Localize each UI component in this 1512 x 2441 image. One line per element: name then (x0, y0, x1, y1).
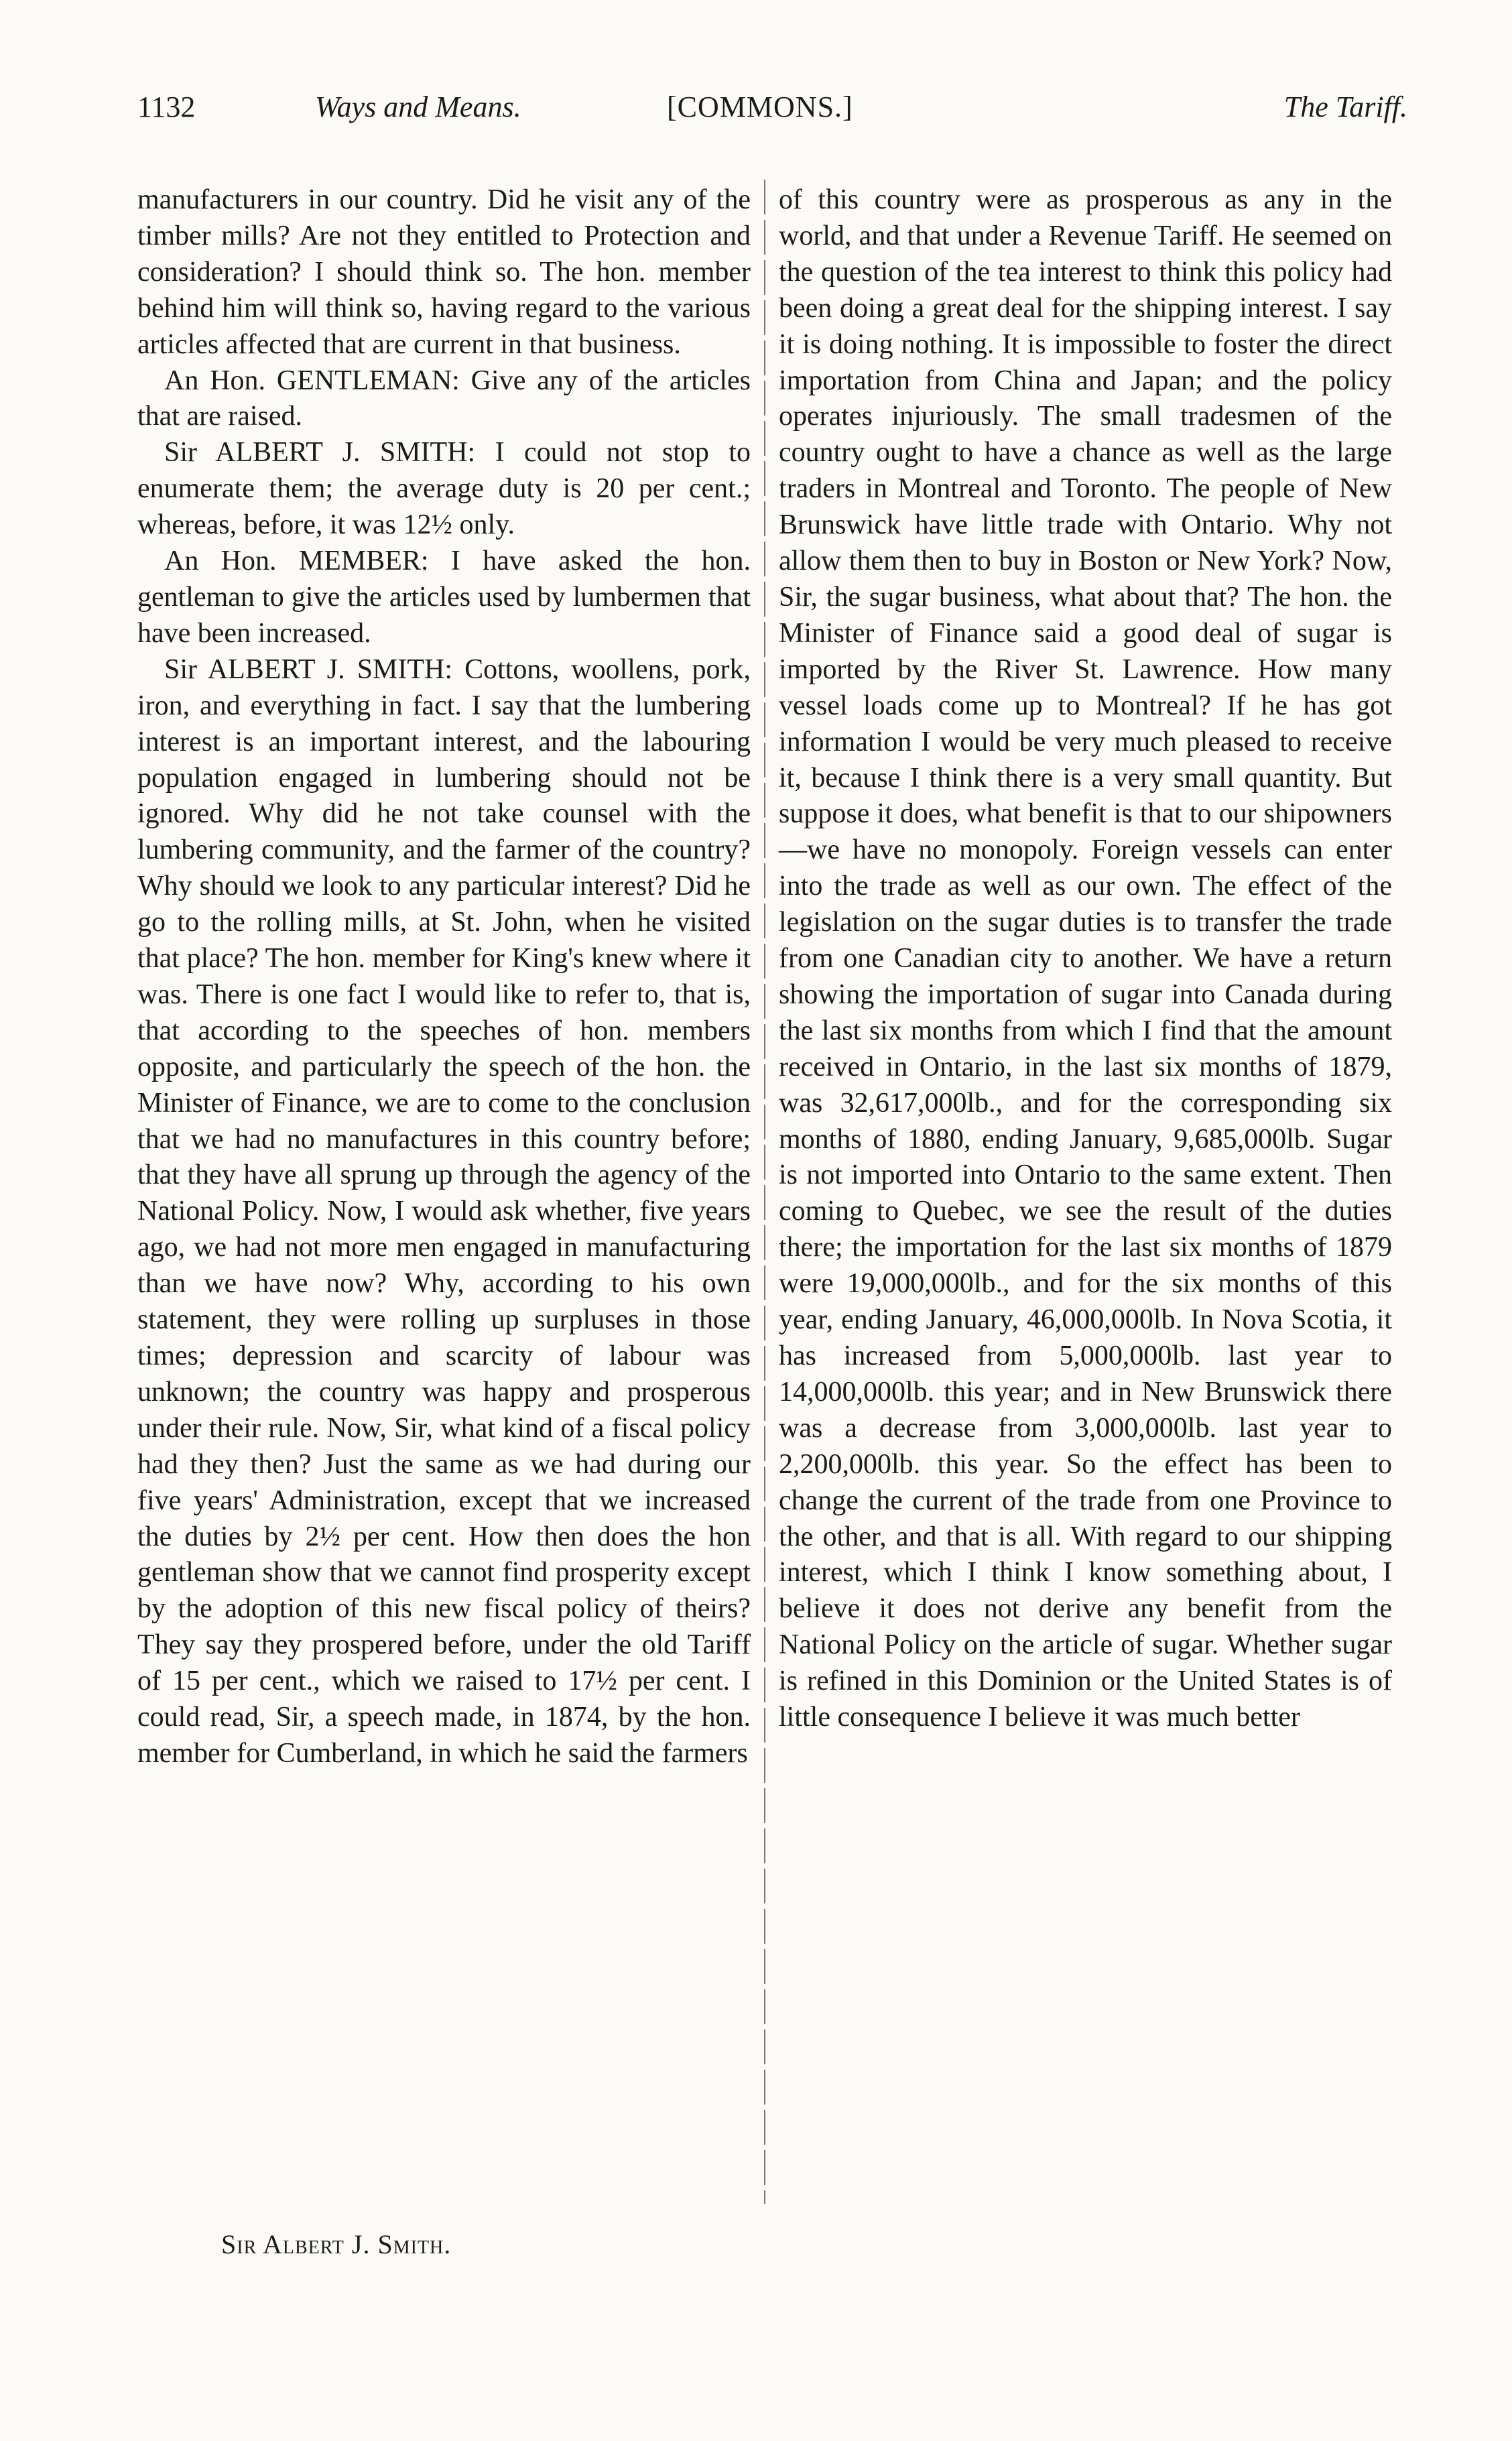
paragraph: manufacturers in our country. Did he visit any of the timber mills? Are not they entitled to Protection and consideration? I should think so. The hon. member behind him will think so, having regard to the various articles affected that are current in that business. (137, 184, 751, 360)
page-number: 1132 (137, 90, 196, 123)
page-header (137, 87, 1407, 134)
running-title-right: The Tariff. (1283, 90, 1407, 123)
running-title-center: [COMMONS.] (667, 90, 853, 123)
left-column (137, 182, 751, 1772)
paragraph: An Hon. MEMBER: I have asked the hon. gentleman to give the articles used by lumbermen that have been increased. (137, 546, 751, 649)
footer-speaker: Sir Albert J. Smith. (221, 2229, 452, 2259)
paragraph: Sir ALBERT J. SMITH: Cottons, woollens, pork, iron, and everything in fact. I say that the lumbering interest is an important interest, and the labouring population engaged in lumbering should not be ignored. Why did he not take counsel with the lumbering community, and the farmer of the country? Why should we look to any particular interest? Did he go to the rolling mills, at St. John, when he visited that place? The hon. member for King's knew where it was. There is one fact I would like to refer to, that is, that according to the speeches of hon. members opposite, and particularly the speech of the hon. the Minister of Finance, we are to come to the conclusion that we had no manufactures in this country before; that they have all sprung up through the agency of the National Policy. Now, I would ask whether, five years ago, we had not more men engaged in manufacturing than we have now? Why, according to his own statement, they were rolling up surpluses in those times; depression and scarcity of labour was unknown; the country was happy and prosperous under their rule. Now, Sir, what kind of a fiscal policy had they then? Just the same as we had during our five years' Administration, except that we increased the duties by 2½ per cent. How then does the hon gentleman show that we cannot find prosperity except by the adoption of this new fiscal policy of theirs? They say they prospered before, under the old Tariff of 15 per cent., which we raised to 17½ per cent. I could read, Sir, a speech made, in 1874, by the hon. member for Cumberland, in which he said the farmers (137, 653, 751, 1769)
column-divider (764, 180, 765, 2204)
paragraph: of this country were as prosperous as any in the world, and that under a Revenue Tariff. He seemed on the question of the tea interest to think this policy had been doing a great deal for the shipping interest. I say it is doing nothing. It is impossible to foster the direct importation from China and Japan; and the policy operates injuriously. The small tradesmen of the country ought to have a chance as well as the large traders in Montreal and Toronto. The people of New Brunswick have little trade with Ontario. Why not allow them then to buy in Boston or New York? Now, Sir, the sugar business, what about that? The hon. the Minister of Finance said a good deal of sugar is imported by the River St. Lawrence. How many vessel loads come up to Montreal? If he has got information I would be very much pleased to receive it, because I think there is a very small quantity. But suppose it does, what benefit is that to our shipowners—we have no monopoly. Foreign vessels can enter into the trade as well as our own. The effect of the legislation on the sugar duties is to transfer the trade from one Canadian city to another. We have a return showing the importation of sugar into Canada during the last six months from which I find that the amount received in Ontario, in the last six months of 1879, was 32,617,000lb., and for the corresponding six months of 1880, ending January, 9,685,000lb. Sugar is not imported into Ontario to the same extent. Then coming to Quebec, we see the result of the duties there; the importation for the last six months of 1879 were 19,000,000lb., and for the six months of this year, ending January, 46,000,000lb. In Nova Scotia, it has increased from 5,000,000lb. last year to 14,000,000lb. this year; and in New Brunswick there was a decrease from 3,000,000lb. last year to 2,200,000lb. this year. So the effect has been to change the current of the trade from one Province to the other, and that is all. With regard to our shipping interest, which I think I know something about, I believe it does not derive any benefit from the National Policy on the article of sugar. Whether sugar is refined in this Dominion or the United States is of little consequence I believe it was much better (779, 184, 1392, 1733)
running-title-left: Ways and Means. (315, 90, 521, 123)
paragraph: An Hon. GENTLEMAN: Give any of the articles that are raised. (137, 365, 751, 432)
right-column (779, 182, 1392, 1736)
paragraph: Sir ALBERT J. SMITH: I could not stop to enumerate them; the average duty is 20 per cent.; whereas, before, it was 12½ only. (137, 437, 751, 541)
